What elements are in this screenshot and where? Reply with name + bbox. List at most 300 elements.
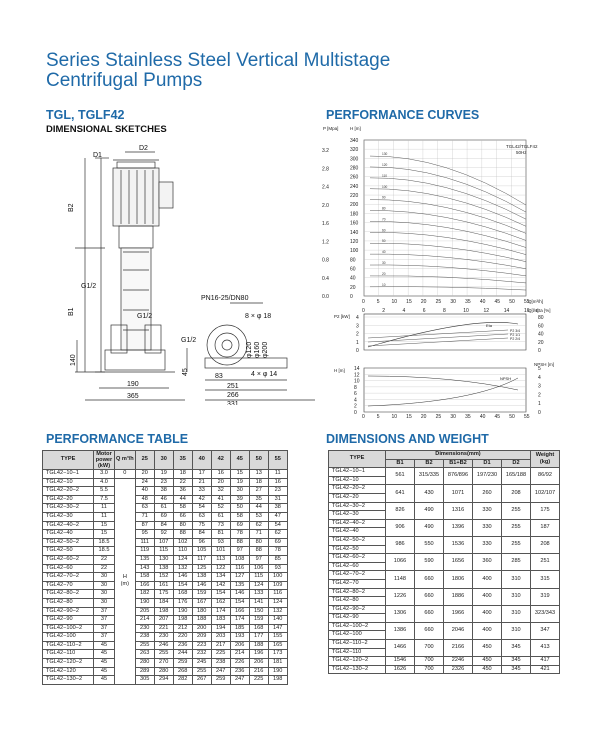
perf-head-flow: 35 [173,451,192,470]
perf-type-cell: TGL42−80 [43,598,94,607]
perf-head-flow: 40 [192,451,211,470]
perf-motor-cell: 45 [94,676,115,685]
perf-table-row [43,641,288,650]
q-tick-label: 55 [524,299,530,305]
perf-value-cell: 146 [173,573,192,582]
dimensions-table-wrapper [328,450,560,674]
perf-value-cell: 146 [230,590,249,599]
perf-value-cell: 110 [173,547,192,556]
perf-value-cell: 20 [135,470,154,479]
npsh-right-tick-label: 4 [538,374,541,381]
dim-type-cell: TGL42−120−2 [329,657,386,666]
p-tick-label: 3.2 [322,148,329,154]
label-b2: B2 [68,203,75,212]
perf-value-cell: 159 [192,590,211,599]
perf-motor-cell: 15 [94,530,115,539]
perf-value-cell: 165 [268,641,287,650]
dim-value-cell: 660 [415,605,444,622]
p-tick-label: 1.6 [322,221,329,227]
dim-value-cell: 187 [531,519,560,536]
label-bolt4: 4 × φ 14 [251,371,278,378]
h-tick-label: 120 [350,238,359,245]
q-tick-label: 15 [406,299,412,305]
perf-motor-cell: 45 [94,659,115,668]
perf-value-cell: 194 [211,624,230,633]
perf-value-cell: 181 [268,659,287,668]
power-unit: P2 [kW] [334,314,350,319]
perf-table-row [43,547,288,556]
label-bolt8: 8 × φ 18 [245,313,272,320]
perf-value-cell: 20 [211,478,230,487]
perf-value-cell: 93 [268,564,287,573]
label-365: 365 [127,393,139,400]
perf-head-flow: 42 [211,451,230,470]
perf-value-cell: 146 [192,581,211,590]
ls-unit: Q[l/s] [528,308,539,313]
h-tick-label: 320 [350,147,359,154]
dim-value-cell: 490 [415,519,444,536]
eta-unit: Eta [%] [536,308,551,313]
perf-motor-cell: 18.5 [94,538,115,547]
perf-value-cell: 263 [135,650,154,659]
perf-value-cell: 198 [154,607,173,616]
perf-value-cell: 54 [268,521,287,530]
label-251: 251 [227,383,239,390]
perf-motor-cell: 45 [94,667,115,676]
perf-value-cell: 106 [249,564,268,573]
npsh-right-tick-label: 2 [538,392,541,399]
h-tick-label: 280 [350,165,359,172]
perf-value-cell: 122 [211,564,230,573]
perf-header-row [43,451,288,470]
q-tick-label: 10 [391,299,398,305]
dim-table-row [329,536,560,545]
perf-value-cell: 176 [173,598,192,607]
perf-value-cell: 217 [211,641,230,650]
dim-value-cell: 421 [531,665,560,674]
dim-value-cell: 490 [415,502,444,519]
dim-value-cell: 641 [386,485,415,502]
perf-table-row [43,633,288,642]
p2-curve [368,330,508,338]
dim-table-row [329,665,560,674]
perf-head-flow: 55 [268,451,287,470]
perf-value-cell: 96 [192,538,211,547]
stage-curve-label: 10 [382,282,386,287]
dim-type-cell: TGL42−100−2 [329,622,386,631]
coupling [119,226,153,248]
perf-motor-cell: 30 [94,590,115,599]
perf-value-cell: 30 [230,487,249,496]
dim-value-cell: 450 [473,657,502,666]
perf-table-row [43,659,288,668]
perf-motor-cell: 18.5 [94,547,115,556]
perf-value-cell: 155 [268,633,287,642]
perf-value-cell: 138 [154,564,173,573]
motor-body [113,168,159,226]
perf-value-cell: 85 [268,555,287,564]
dim-table-row [329,571,560,580]
perf-value-cell: 188 [249,641,268,650]
q-tick-label: 45 [494,299,501,305]
perf-value-cell: 247 [230,676,249,685]
npsh-q-tick-label: 40 [479,414,486,420]
perf-value-cell: 259 [211,676,230,685]
dim-value-cell: 1226 [386,588,415,605]
perf-value-cell: 223 [192,641,211,650]
perf-value-cell: 81 [211,530,230,539]
dim-value-cell: 260 [473,485,502,502]
dim-value-cell: 1806 [444,571,473,588]
perf-value-cell: 48 [135,495,154,504]
dim-value-cell: 102/107 [531,485,560,502]
h-tick-label: 240 [350,183,359,190]
model-heading: TGL, TGLF42 [46,108,125,122]
q-tick-label: 35 [465,299,471,305]
perf-value-cell: 133 [249,590,268,599]
ls-tick-label: 0 [362,308,365,314]
perf-value-cell: 236 [173,641,192,650]
perf-value-cell: 58 [173,504,192,513]
dim-value-cell: 826 [386,502,415,519]
dim-value-cell: 1546 [386,657,415,666]
perf-type-cell: TGL42−60 [43,564,94,573]
dim-type-cell: TGL42−60−2 [329,554,386,563]
perf-value-cell: 19 [154,470,173,479]
perf-value-cell: 135 [135,555,154,564]
dim-value-cell: 1466 [386,640,415,657]
perf-value-cell: 88 [173,530,192,539]
perf-value-cell: 115 [249,573,268,582]
perf-value-cell: 124 [173,555,192,564]
pump-stack [121,248,151,350]
perf-value-cell: 19 [230,478,249,487]
dim-subhead: B1 [386,459,415,468]
dim-value-cell: 660 [415,571,444,588]
h-tick-label: 300 [350,156,359,163]
dim-header-row [329,451,560,460]
perf-table-row [43,667,288,676]
perf-value-cell: 175 [154,590,173,599]
dim-value-cell: 330 [473,519,502,536]
ls-tick-label: 8 [443,308,446,314]
perf-type-cell: TGL42−100 [43,633,94,642]
dim-table-row [329,622,560,631]
perf-value-cell: 159 [249,616,268,625]
perf-value-cell: 212 [173,624,192,633]
perf-motor-cell: 11 [94,504,115,513]
h-tick-label: 160 [350,220,359,227]
perf-value-cell: 41 [211,495,230,504]
perf-value-cell: 33 [192,487,211,496]
perf-head-flow: 50 [249,451,268,470]
perf-value-cell: 255 [135,641,154,650]
perf-value-cell: 62 [268,530,287,539]
perf-value-cell: 63 [135,504,154,513]
dim-value-cell: 175 [531,502,560,519]
dim-value-cell: 315/335 [415,468,444,485]
perf-value-cell: 47 [268,512,287,521]
eta-tick-label: 20 [538,339,544,346]
perf-value-cell: 225 [211,650,230,659]
perf-value-cell: 35 [249,495,268,504]
dim-table-row [329,485,560,494]
q-tick-label: 20 [420,299,427,305]
perf-value-cell: 147 [268,624,287,633]
dim-head-weight: Weight (kg) [531,451,560,468]
p-tick-label: 2.8 [322,166,329,173]
perf-q-cell: 0 [115,470,136,479]
perf-value-cell: 69 [268,538,287,547]
perf-value-cell: 140 [268,616,287,625]
perf-value-cell: 214 [230,650,249,659]
perf-type-cell: TGL42−100−2 [43,624,94,633]
dim-type-cell: TGL42−30 [329,511,386,520]
perf-type-cell: TGL42−80−2 [43,590,94,599]
perf-type-cell: TGL42−50−2 [43,538,94,547]
perf-table-row [43,512,288,521]
perf-table-row [43,624,288,633]
label-phi120: φ120 [246,341,253,358]
performance-table [42,450,288,685]
perf-value-cell: 24 [135,478,154,487]
perf-value-cell: 282 [173,676,192,685]
ls-tick-label: 10 [463,308,469,314]
dim-value-cell: 323/343 [531,605,560,622]
power-tick-label: 3 [356,323,359,330]
perf-table-row [43,487,288,496]
stage-curve-label: 20 [382,271,386,276]
perf-value-cell: 280 [154,667,173,676]
p-tick-label: 0.0 [322,294,329,300]
dim-type-cell: TGL42−10 [329,476,386,485]
p2-curve [368,334,508,342]
perf-value-cell: 289 [135,667,154,676]
dim-head-dims: Dimensions(mm) [386,451,531,460]
perf-type-cell: TGL42−50 [43,547,94,556]
label-phi200: φ200 [262,341,269,358]
power-tick-label: 0 [356,348,359,354]
stage-curve-label: 90 [382,195,386,200]
q-tick-label: 50 [509,299,515,305]
npsh-q-tick-label: 45 [494,414,501,420]
npsh-right-unit: NPSH [m] [534,362,555,367]
perf-value-cell: 88 [249,547,268,556]
npsh-q-tick-label: 25 [435,414,442,420]
model-label: TGL42/TGLF42 [506,144,538,149]
dim-type-cell: TGL42−40−2 [329,519,386,528]
perf-type-cell: TGL42−10 [43,478,94,487]
dim-value-cell: 1536 [444,536,473,553]
dim-value-cell: 1071 [444,485,473,502]
dim-value-cell: 2166 [444,640,473,657]
perf-type-cell: TGL42−60−2 [43,555,94,564]
dim-subhead: B1+B2 [444,459,473,468]
npsh-tick-label: 12 [354,372,360,379]
npsh-plot-frame [364,368,526,412]
perf-value-cell: 107 [154,538,173,547]
perf-value-cell: 116 [230,564,249,573]
perf-motor-cell: 37 [94,607,115,616]
dim-value-cell: 1386 [386,622,415,639]
dim-value-cell: 255 [502,502,531,519]
perf-value-cell: 117 [192,555,211,564]
npsh-right-tick-label: 5 [538,366,541,372]
p-tick-label: 0.4 [322,275,329,282]
base-plate-side [205,358,287,368]
npsh-q-tick-label: 20 [420,414,427,420]
perf-value-cell: 105 [192,547,211,556]
dim-type-cell: TGL42−80 [329,597,386,606]
perf-motor-cell: 3.0 [94,470,115,479]
dim-value-cell: 2326 [444,665,473,674]
stage-curve-label: 50 [382,239,386,244]
perf-table-row [43,504,288,513]
eta-tick-label: 60 [538,323,544,330]
perf-table-row [43,573,288,582]
q-unit: Q[m³/h] [528,299,544,304]
performance-table-wrapper [42,450,288,685]
perf-value-cell: 150 [249,607,268,616]
perf-table-row [43,581,288,590]
npsh-curve [368,378,518,406]
perf-value-cell: 203 [211,633,230,642]
perf-value-cell: 17 [192,470,211,479]
perf-value-cell: 230 [154,633,173,642]
dim-table-row [329,502,560,511]
h-tick-label: 180 [350,211,359,218]
dim-type-cell: TGL42−30−2 [329,502,386,511]
perf-value-cell: 44 [249,504,268,513]
perf-value-cell: 88 [230,538,249,547]
perf-value-cell: 185 [230,624,249,633]
perf-value-cell: 84 [154,521,173,530]
h-tick-label: 340 [350,138,359,144]
perf-value-cell: 232 [192,650,211,659]
perf-value-cell: 16 [211,470,230,479]
dim-type-cell: TGL42−50−2 [329,536,386,545]
ls-tick-label: 16 [524,308,530,314]
dim-value-cell: 1656 [444,554,473,571]
perf-value-cell: 152 [154,573,173,582]
npsh-unit: H [m] [334,368,345,373]
perf-value-cell: 15 [230,470,249,479]
dim-value-cell: 165/188 [502,468,531,485]
performance-table-heading: PERFORMANCE TABLE [46,432,189,446]
perf-value-cell: 158 [135,573,154,582]
dim-value-cell: 561 [386,468,415,485]
perf-value-cell: 177 [249,633,268,642]
dim-table-row [329,519,560,528]
dim-table-row [329,554,560,563]
perf-value-cell: 18 [173,470,192,479]
label-flange: PN16-25/DN80 [201,295,249,302]
perf-motor-cell: 11 [94,512,115,521]
perf-value-cell: 255 [154,650,173,659]
perf-value-cell: 190 [173,607,192,616]
perf-value-cell: 125 [192,564,211,573]
p-tick-label: 2.4 [322,184,329,191]
curves-heading: PERFORMANCE CURVES [326,108,480,122]
flange-circle [207,325,247,365]
perf-type-cell: TGL42−30−2 [43,504,94,513]
dim-value-cell: 660 [415,588,444,605]
eta-tick-label: 80 [538,315,544,321]
perf-value-cell: 221 [154,624,173,633]
perf-value-cell: 22 [173,478,192,487]
perf-value-cell: 244 [173,650,192,659]
perf-value-cell: 161 [154,581,173,590]
stage-curve-label: 130 [382,152,388,157]
dim-type-cell: TGL42−110 [329,648,386,657]
dim-table-row [329,468,560,477]
label-140: 140 [70,354,77,366]
perf-value-cell: 53 [249,512,268,521]
dim-type-cell: TGL42−130−2 [329,665,386,674]
perf-head-type: TYPE [43,451,94,470]
label-g1: G1/2 [81,283,97,290]
dim-value-cell: 347 [531,622,560,639]
dim-type-cell: TGL42−50 [329,545,386,554]
dim-head-type: TYPE [329,451,386,468]
perf-value-cell: 214 [135,616,154,625]
h-tick-label: 100 [350,248,359,255]
p-tick-label: 2.0 [322,202,329,209]
perf-value-cell: 80 [249,538,268,547]
dim-value-cell: 417 [531,657,560,666]
npsh-label: NPSH [500,376,512,381]
p2-curve-label: P2 1/1 [510,333,521,337]
dim-value-cell: 590 [415,554,444,571]
perf-value-cell: 38 [268,504,287,513]
dim-value-cell: 315 [531,571,560,588]
perf-table-row [43,495,288,504]
perf-value-cell: 206 [249,659,268,668]
perf-value-cell: 143 [135,564,154,573]
dim-value-cell: 310 [502,588,531,605]
npsh-tick-label: 8 [354,384,357,391]
perf-type-cell: TGL42−130−2 [43,676,94,685]
dim-value-cell: 345 [502,657,531,666]
perf-value-cell: 36 [173,487,192,496]
perf-value-cell: 174 [211,607,230,616]
dim-type-cell: TGL42−20 [329,493,386,502]
perf-type-cell: TGL42−40−2 [43,521,94,530]
dim-value-cell: 310 [502,622,531,639]
perf-type-cell: TGL42−40 [43,530,94,539]
dim-type-cell: TGL42−10−1 [329,468,386,477]
label-266: 266 [227,392,239,399]
perf-head-flow: 25 [135,451,154,470]
npsh-tick-label: 4 [354,397,357,404]
dim-value-cell: 330 [473,502,502,519]
dim-table-row [329,605,560,614]
dim-value-cell: 360 [473,554,502,571]
q-tick-label: 40 [479,299,486,305]
q-tick-label: 30 [450,299,456,305]
perf-value-cell: 44 [173,495,192,504]
dim-subhead: D2 [502,459,531,468]
perf-value-cell: 108 [230,555,249,564]
perf-table-row [43,616,288,625]
dim-value-cell: 1626 [386,665,415,674]
perf-type-cell: TGL42−90 [43,616,94,625]
terminal-box [159,182,173,208]
stage-curve-label: 40 [382,250,386,255]
label-g3: G1/2 [181,337,197,344]
eta-tick-label: 40 [538,331,544,338]
dim-type-cell: TGL42−70−2 [329,571,386,580]
